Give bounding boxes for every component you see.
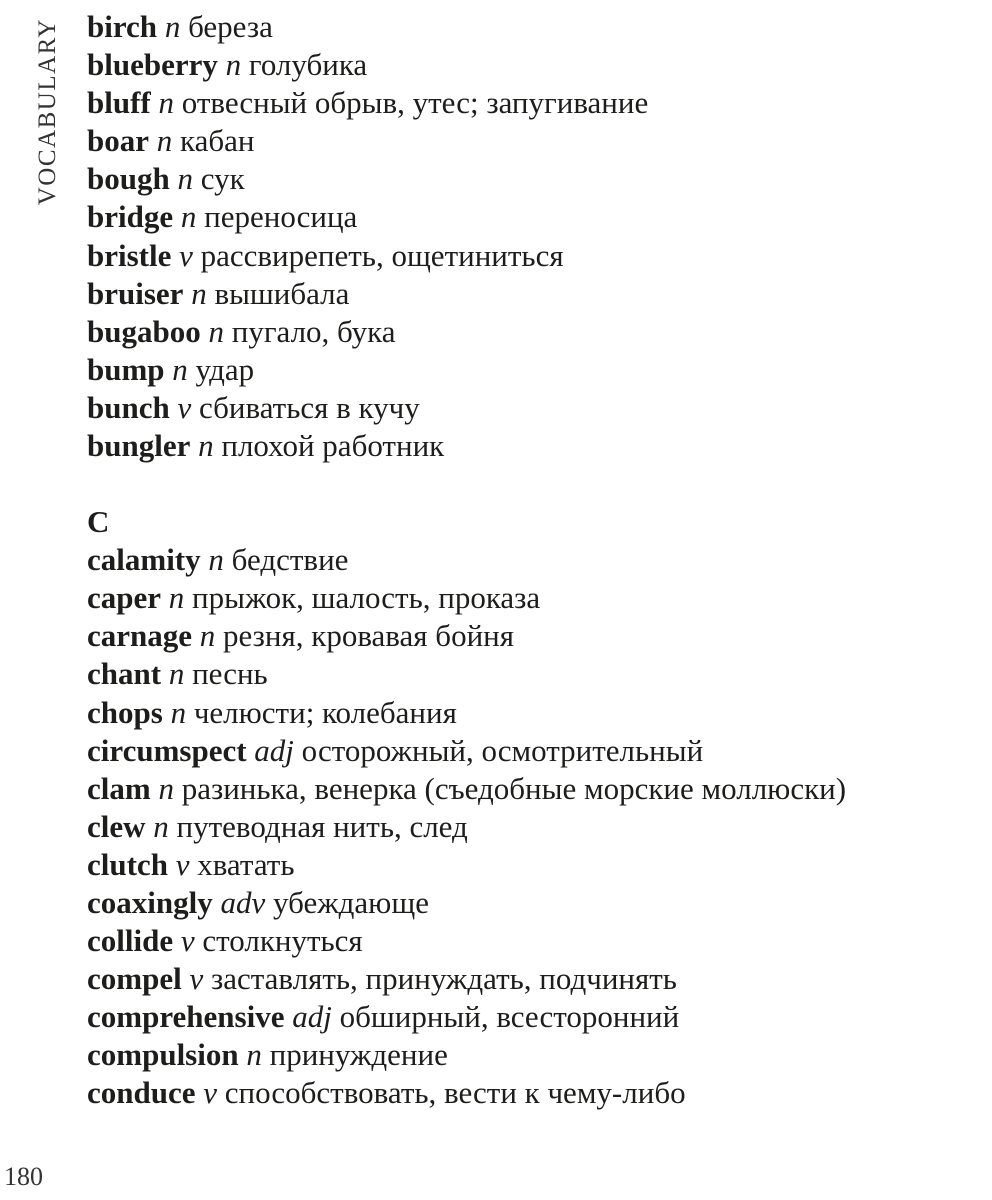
vocab-entry	[87, 960, 947, 998]
running-head: VOCABULARY	[34, 18, 61, 206]
headword: birch	[87, 9, 158, 44]
definition: береза	[188, 9, 273, 44]
vocab-entry	[87, 770, 965, 808]
headword: chops	[87, 694, 163, 730]
definition: сбиваться в кучу	[199, 389, 420, 425]
part-of-speech: n	[198, 428, 214, 464]
vocab-entry	[87, 846, 947, 884]
section-letter: C	[87, 504, 110, 540]
headword: bristle	[87, 237, 172, 273]
part-of-speech: n	[208, 542, 224, 578]
definition: отвесный обрыв, утес; запугивание	[181, 85, 649, 121]
headword: conduce	[87, 1075, 196, 1111]
vocab-entry	[87, 1074, 947, 1112]
definition: бедствие	[231, 542, 349, 578]
definition: прыжок, шалость, проказа	[192, 580, 541, 616]
headword: bump	[87, 351, 165, 387]
vocab-entry	[87, 46, 947, 84]
part-of-speech: n	[172, 351, 188, 387]
part-of-speech: v	[180, 923, 195, 959]
definition: заставлять, принуждать, подчинять	[210, 961, 677, 997]
part-of-speech: n	[180, 199, 197, 235]
part-of-speech: n	[158, 85, 174, 121]
headword: clutch	[87, 846, 168, 882]
definition: обширный, всесторонний	[339, 999, 680, 1035]
vocab-entry	[87, 579, 947, 617]
part-of-speech: n	[199, 618, 216, 654]
vocab-entry	[87, 732, 947, 770]
definition: голубика	[248, 47, 368, 83]
part-of-speech: v	[175, 846, 190, 882]
page-number: 180	[4, 1162, 43, 1191]
headword: bungler	[87, 428, 191, 464]
vocab-entry	[87, 351, 947, 389]
headword: carnage	[87, 618, 193, 654]
definition: убеждающе	[273, 884, 429, 920]
headword: circumspect	[87, 732, 247, 768]
definition: плохой работник	[221, 428, 445, 464]
definition: способствовать, вести к чему-либо	[224, 1075, 686, 1111]
part-of-speech: n	[168, 656, 185, 692]
definition: переносица	[204, 199, 358, 235]
definition: сук	[200, 161, 245, 197]
part-of-speech: v	[203, 1075, 218, 1111]
vocab-entry	[87, 160, 947, 198]
vocabulary-list	[87, 8, 947, 1113]
part-of-speech: n	[208, 313, 224, 349]
headword: compulsion	[87, 1037, 239, 1073]
part-of-speech: n	[164, 9, 181, 44]
part-of-speech: n	[170, 694, 187, 730]
headword: comprehensive	[87, 999, 285, 1035]
headword: collide	[87, 923, 174, 959]
headword: chant	[87, 656, 162, 692]
definition: путеводная нить, след	[176, 808, 468, 844]
headword: calamity	[87, 542, 201, 578]
headword: bridge	[87, 199, 174, 235]
definition: пугало, бука	[231, 313, 396, 349]
part-of-speech: n	[191, 275, 207, 311]
part-of-speech: n	[177, 161, 193, 197]
definition: хватать	[197, 846, 295, 882]
vocab-entry	[87, 884, 947, 922]
vocab-entry	[87, 427, 947, 465]
part-of-speech: v	[177, 389, 192, 425]
definition: резня, кровавая бойня	[223, 618, 515, 654]
part-of-speech: adv	[220, 884, 266, 920]
vocab-entry	[87, 808, 947, 846]
headword: coaxingly	[87, 884, 213, 920]
vocab-entry	[87, 922, 947, 960]
part-of-speech: n	[168, 580, 185, 616]
vocab-entry	[87, 655, 947, 693]
definition: рассвирепеть, ощетиниться	[200, 237, 564, 273]
headword: bugaboo	[87, 313, 201, 349]
part-of-speech: n	[246, 1037, 262, 1073]
definition: разинька, венерка (съедобные морские моллюски)	[181, 770, 847, 806]
headword: bruiser	[87, 275, 184, 311]
vocab-entry	[87, 541, 947, 579]
definition: удар	[195, 351, 255, 387]
headword: clam	[87, 770, 151, 806]
part-of-speech: n	[225, 47, 242, 83]
vocab-entry	[87, 389, 947, 427]
headword: compel	[87, 961, 182, 997]
headword: caper	[87, 580, 162, 616]
section-c	[87, 503, 947, 1112]
headword: boar	[87, 123, 149, 159]
vocab-entry	[87, 275, 947, 313]
vocab-entry	[87, 8, 947, 46]
definition: челюсти; колебания	[193, 694, 457, 730]
part-of-speech: adj	[254, 732, 294, 768]
vocab-entry	[87, 617, 947, 655]
vocab-entry	[87, 122, 947, 160]
headword: bluff	[87, 85, 151, 121]
part-of-speech: v	[179, 237, 193, 273]
vocab-entry	[87, 84, 947, 122]
definition: столкнуться	[202, 923, 363, 959]
part-of-speech: adj	[292, 999, 332, 1035]
definition: песнь	[192, 656, 268, 692]
vocab-entry	[87, 313, 947, 351]
part-of-speech: n	[156, 123, 173, 159]
definition: осторожный, осмотрительный	[301, 732, 704, 768]
definition: принуждение	[269, 1037, 448, 1073]
headword: bough	[87, 161, 170, 197]
definition: кабан	[180, 123, 255, 159]
headword: blueberry	[87, 47, 218, 83]
vocab-entry	[87, 237, 947, 275]
vocab-entry	[87, 1036, 947, 1074]
section-b	[87, 8, 947, 465]
vocab-entry	[87, 694, 947, 732]
part-of-speech: v	[189, 961, 204, 997]
part-of-speech: n	[158, 770, 174, 806]
definition: вышибала	[214, 275, 350, 311]
vocab-entry	[87, 198, 947, 236]
part-of-speech: n	[153, 808, 169, 844]
headword: bunch	[87, 389, 170, 425]
headword: clew	[87, 808, 146, 844]
vocab-entry	[87, 998, 947, 1036]
